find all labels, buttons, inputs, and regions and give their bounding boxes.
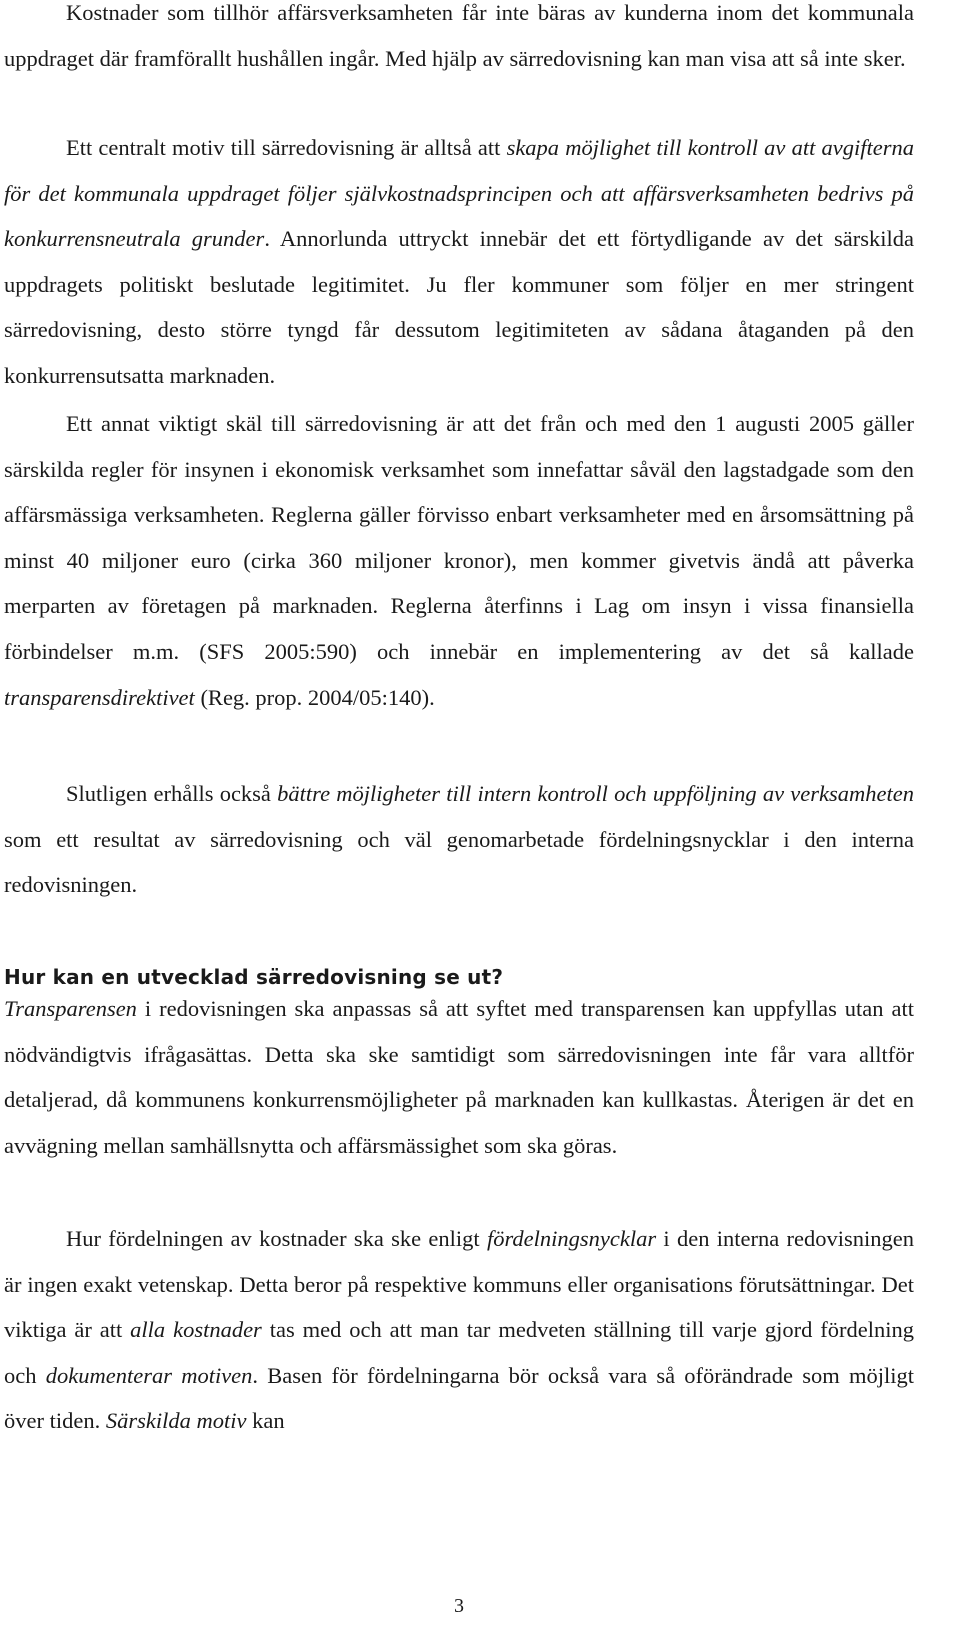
section-heading: Hur kan en utvecklad särredovisning se ut? (4, 965, 504, 989)
paragraph-4-emphasis: bättre möjligheter till intern kontroll och uppföljning av verksamheten (277, 781, 914, 806)
paragraph-2-text-end: . Annorlunda uttryckt innebär det ett förtydligande av det särskilda uppdragets politiskt beslutade legitimitet. Ju fler kommuner som följer en mer stringent särredovisning, desto större tyngd får dessutom legitimiteten av sådana åtaganden på den konkurrensutsatta marknaden. (4, 226, 914, 388)
paragraph-6-emphasis-3: dokumenterar motiven (45, 1362, 253, 1388)
paragraph-3 (4, 401, 914, 720)
paragraph-6-text-3: tas med och att man tar medveten ställning till varje gjord fördelning och (4, 1317, 914, 1388)
paragraph-5-emphasis: Transparensen (4, 996, 137, 1021)
paragraph-2 (4, 125, 914, 399)
paragraph-2-text-start: Ett centralt motiv till särredovisning är alltså att (66, 135, 507, 160)
paragraph-6-emphasis-1: fördelningsnycklar (486, 1226, 657, 1251)
paragraph-2-emphasis: skapa möjlighet till kontroll av att avgifterna för det kommunala uppdraget följer självkostnadsprincipen och att affärsverksamheten bedrivs på konkurrensneutrala grunder (4, 135, 914, 252)
paragraph-6-text-2: i den interna redovisningen är ingen exakt vetenskap. Detta beror på respektive kommuns eller organisations förutsättningar. Det viktiga är att (4, 1226, 914, 1343)
paragraph-6-text-1: Hur fördelningen av kostnader ska ske enligt (66, 1226, 487, 1251)
paragraph-4 (4, 771, 914, 908)
paragraph-4-text-start: Slutligen erhålls också (66, 781, 278, 806)
paragraph-6-emphasis-2: alla kostnader (130, 1317, 262, 1343)
paragraph-3-emphasis: transparensdirektivet (4, 684, 195, 710)
paragraph-6 (4, 1216, 914, 1444)
paragraph-3-text-start: Ett annat viktigt skäl till särredovisning är att det från och med den 1 augusti 2005 gäller särskilda regler för insynen i ekonomisk verksamhet som innefattar såväl den lagstadgade som den affärsmässiga verksamheten. Reglerna gäller förvisso enbart verksamheter med en årsomsättning på minst 40 miljoner euro (cirka 360 miljoner kronor), men kommer givetvis ändå att påverka merparten av företagen på marknaden. Reglerna återfinns i Lag om insyn i vissa finansiella förbindelser m.m. (SFS 2005:590) och innebär en implementering av det så kallade (4, 411, 914, 664)
paragraph-6-emphasis-4: Särskilda motiv (105, 1408, 247, 1434)
paragraph-6-text-5: kan (246, 1408, 285, 1434)
paragraph-3-text-end: (Reg. prop. 2004/05:140). (194, 684, 435, 710)
page-number: 3 (454, 1595, 464, 1617)
paragraph-5 (4, 986, 914, 1168)
paragraph-4-text-end: som ett resultat av särredovisning och väl genomarbetade fördelningsnycklar i den interna redovisningen. (4, 826, 914, 898)
paragraph-1: Kostnader som tillhör affärsverksamheten får inte bäras av kunderna inom det kommunala uppdraget där framförallt hushållen ingår. Med hjälp av särredovisning kan man visa att så inte sker. (4, 0, 914, 71)
paragraph-5-text: i redovisningen ska anpassas så att syftet med transparensen kan uppfyllas utan att nödvändigtvis ifrågasättas. Detta ska ske samtidigt som särredovisningen inte får vara alltför detaljerad, då kommunens konkurrensmöjligheter på marknaden kan kullkastas. Återigen är det en avvägning mellan samhällsnytta och affärsmässighet som ska göras. (4, 996, 914, 1158)
paragraph-6-text-4: . Basen för fördelningarna bör också vara så oförändrade som möjligt över tiden. (4, 1362, 914, 1434)
